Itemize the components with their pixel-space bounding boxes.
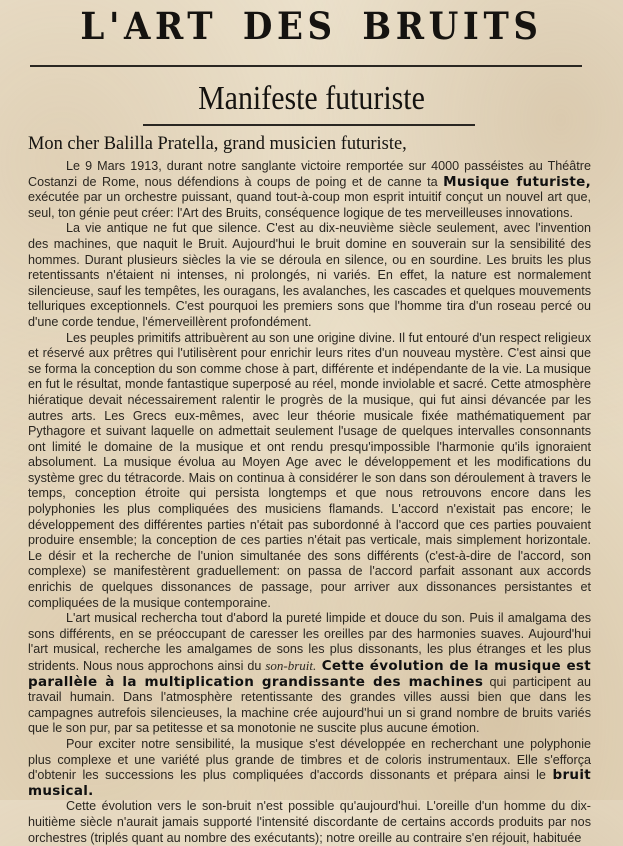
paragraph-3 (28, 331, 591, 612)
body-text (28, 159, 591, 846)
paragraph-5 (28, 737, 591, 799)
text-segment: exécutée par un orchestre puissant, quand tout-à-coup mon esprit intuitif conçut un nouvel art que, seul, ton génie peut créer: l'Art des Bruits, conséquence logique de tes merveilleuses innovations. (28, 190, 591, 220)
text-segment: Pour exciter notre sensibilité, la musique s'est développée en recherchant une polyphonie plus complexe et une variété plus grande de timbres et de coloris instrumentaux. Elle s'efforça d'obtenir les successions les plus compliquées d'accords dissonants et prépara ainsi le (28, 736, 591, 783)
emphasis-bold: bruit musical. (28, 767, 591, 799)
text-segment: Le 9 Mars 1913, durant notre sanglante victoire remportée sur 4000 passéistes au Théâtre Costanzi de Rome, nous défendions à coups de poing et de canne ta (28, 159, 591, 189)
subtitle: Manifeste futuriste (198, 80, 425, 117)
salutation: Mon cher Balilla Pratella, grand musicien futuriste, (28, 133, 407, 154)
emphasis-bold: Musique futuriste, (443, 173, 591, 190)
paragraph-4 (28, 611, 591, 737)
paragraph-6 (28, 799, 591, 846)
paragraph-2 (28, 221, 591, 330)
paragraph-1 (28, 159, 591, 221)
emphasis-italic: son-bruit. (265, 658, 317, 673)
text-segment: Les peuples primitifs attribuèrent au son une origine divine. Il fut entouré d'un respect religieux et réservé aux prêtres qui l'utilisèrent pour enrichir leurs rites d'un nouveau mystère. C'est ainsi que se forma la conception du son comme chose à part, différente et indépendante de la vie. La musique en fut le résultat, monde fantastique superposé au réel, monde inviolable et sacré. Cette atmosphère hiératique devait nécessairement ralentir le progrès de la musique, qui fut ainsi dévancée par les autres arts. Les Grecs eux-mêmes, avec leur théorie musicale fixée mathématiquement par Pythagore et suivant laquelle on admettait seulement l'usage de quelques intervalles consonnants ont limité le domaine de la musique et ont rendu presqu'impossible l'harmonie qu'ils ignoraient absolument. La musique évolua au Moyen Age avec le développement et les modifications du système grec du tétracorde. Mais on continua à considérer le son dans son déroulement à travers le temps, conception étroite qui persista longtemps et que nous retrouvons encore dans les polyphonies les plus compliquées des musiciens flamands. L'accord n'existait pas encore; le développement des différentes parties n'était pas subordonné à l'accord que ces parties pouvaient produire ensemble; la conception de ces parties n'était pas verticale, mais simplement horizontale. Le désir et la recherche de l'union simultanée des sons différents (c'est-à-dire de l'accord, son complexe) se manifestèrent graduellement: on passa de l'accord parfait assonant aux accords enrichis de quelques dissonances de passage, pour arriver aux dissonances persistantes et compliquées de la musique contemporaine. (28, 330, 591, 610)
text-segment: qui participent au travail humain. Dans l'atmosphère retentissante des grandes villes aussi bien que dans les campagnes autrefois silencieuses, la machine crée aujourd'hui un si grand nombre de bruits variés que le son pur, par sa petitesse et sa monotonie ne suscite plus aucune émotion. (28, 674, 591, 736)
title-double-rule (30, 65, 582, 67)
text-segment: L'art musical rechercha tout d'abord la pureté limpide et douce du son. Puis il amalgama des sons différents, en se préoccupant de caresser les oreilles par des harmonies suaves. Aujourd'hui l'art musical, recherche les amalgames de sons les plus dissonants, les plus étranges et les plus stridents. Nous nous approchons ainsi du (28, 611, 591, 673)
main-title: L'ART DES BRUITS (80, 4, 543, 48)
subtitle-double-rule (143, 124, 475, 126)
emphasis-bold: Cette évolution de la musique est parallèle à la multiplication grandissante des machines (28, 658, 591, 690)
text-segment: La vie antique ne fut que silence. C'est au dix-neuvième siècle seulement, avec l'invention des machines, que naquit le Bruit. Aujourd'hui le bruit domine en souverain sur la sensibilité des hommes. Durant plusieurs siècles la vie se déroula en silence, ou en sourdine. Les bruits les plus retentissants n'étaient ni intenses, ni prolongés, ni variés. En effet, la nature est normalement silencieuse, sauf les tempêtes, les ouragans, les avalanches, les cascades et quelques mouvements telluriques exceptionnels. C'est pourquoi les premiers sons que l'homme tira d'un roseau percé ou d'une corde tendue, l'émerveillèrent profondément. (28, 221, 591, 329)
text-segment: Cette évolution vers le son-bruit n'est possible qu'aujourd'hui. L'oreille d'un homme du dix-huitième siècle n'aurait jamais supporté l'intensité discordante de certains accords produits par nos orchestres (triplés quant au nombre des exécutants); notre oreille au contraire s'en réjouit, habituée (28, 799, 591, 845)
